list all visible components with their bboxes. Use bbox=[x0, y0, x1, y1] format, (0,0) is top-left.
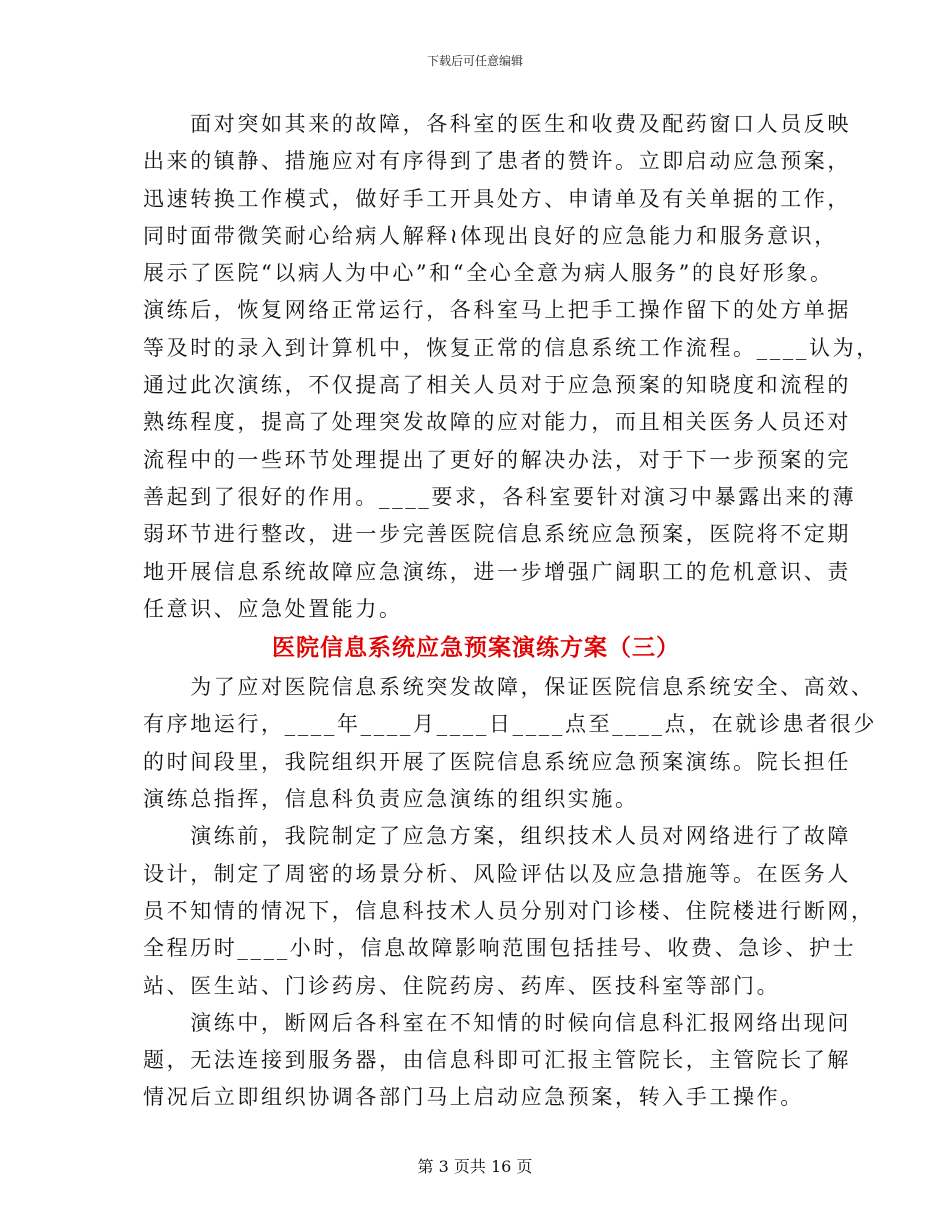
text-line: 题，无法连接到服务器，由信息科即可汇报主管院长，主管院长了解 bbox=[143, 1048, 851, 1073]
text-line: 通过此次演练，不仅提高了相关人员对于应急预案的知晓度和流程的 bbox=[143, 373, 851, 398]
page-header-note: 下载后可任意编辑 bbox=[426, 54, 523, 68]
text-line: 演练后，恢复网络正常运行，各科室马上把手工操作留下的处方单据 bbox=[143, 298, 851, 323]
section-continued-text bbox=[143, 106, 880, 628]
text-line: 全程历时____小时，信息故障影响范围包括挂号、收费、急诊、护士 bbox=[143, 936, 857, 961]
text-line: 为了应对医院信息系统突发故障，保证医院信息系统安全、高效、 bbox=[143, 675, 875, 700]
text-line: 出来的镇静、措施应对有序得到了患者的赞许。立即启动应急预案， bbox=[143, 149, 851, 174]
section-three-text bbox=[143, 669, 877, 1117]
text-line: 流程中的一些环节处理提出了更好的解决办法，对于下一步预案的完 bbox=[143, 447, 851, 472]
text-line: 演练总指挥，信息科负责应急演练的组织实施。 bbox=[143, 787, 639, 812]
text-line: 任意识、应急处置能力。 bbox=[143, 596, 403, 621]
text-line: 善起到了很好的作用。____要求，各科室要针对演习中暴露出来的薄 bbox=[143, 484, 857, 509]
text-line: 员不知情的情况下，信息科技术人员分别对门诊楼、住院楼进行断网， bbox=[143, 898, 875, 923]
page-footer-number: 第 3 页共 16 页 bbox=[417, 1157, 533, 1176]
text-line: 弱环节进行整改，进一步完善医院信息系统应急预案，医院将不定期 bbox=[143, 522, 851, 547]
text-line: 站、医生站、门诊药房、住院药房、药库、医技科室等部门。 bbox=[143, 973, 781, 998]
text-line: 熟练程度，提高了处理突发故障的应对能力，而且相关医务人员还对 bbox=[143, 410, 851, 435]
text-line: 面对突如其来的故障，各科室的医生和收费及配药窗口人员反映 bbox=[143, 112, 851, 136]
text-line: 同时面带微笑耐心给病人解释≀体现出良好的应急能力和服务意识， bbox=[143, 223, 838, 248]
text-line: 展示了医院“以病人为中心”和“全心全意为病人服务”的良好形象。 bbox=[143, 261, 834, 286]
section-heading: 医院信息系统应急预案演练方案（三） bbox=[272, 635, 680, 662]
document-body bbox=[143, 106, 880, 1117]
text-line: 演练中，断网后各科室在不知情的时候向信息科汇报网络出现问 bbox=[143, 1010, 851, 1035]
text-line: 迅速转换工作模式，做好手工开具处方、申请单及有关单据的工作， bbox=[143, 186, 851, 211]
text-line: 设计，制定了周密的场景分析、风险评估以及应急措施等。在医务人 bbox=[143, 861, 851, 886]
text-line: 演练前，我院制定了应急方案，组织技术人员对网络进行了故障 bbox=[143, 824, 851, 849]
text-line: 的时间段里，我院组织开展了医院信息系统应急预案演练。院长担任 bbox=[143, 749, 851, 774]
text-line: 情况后立即组织协调各部门马上启动应急预案，转入手工操作。 bbox=[143, 1085, 804, 1110]
text-line: 等及时的录入到计算机中，恢复正常的信息系统工作流程。____认为， bbox=[143, 335, 880, 360]
text-line: 有序地运行，____年____月____日____点至____点，在就诊患者很少 bbox=[143, 712, 877, 737]
text-line: 地开展信息系统故障应急演练，进一步增强广阔职工的危机意识、责 bbox=[143, 559, 851, 584]
